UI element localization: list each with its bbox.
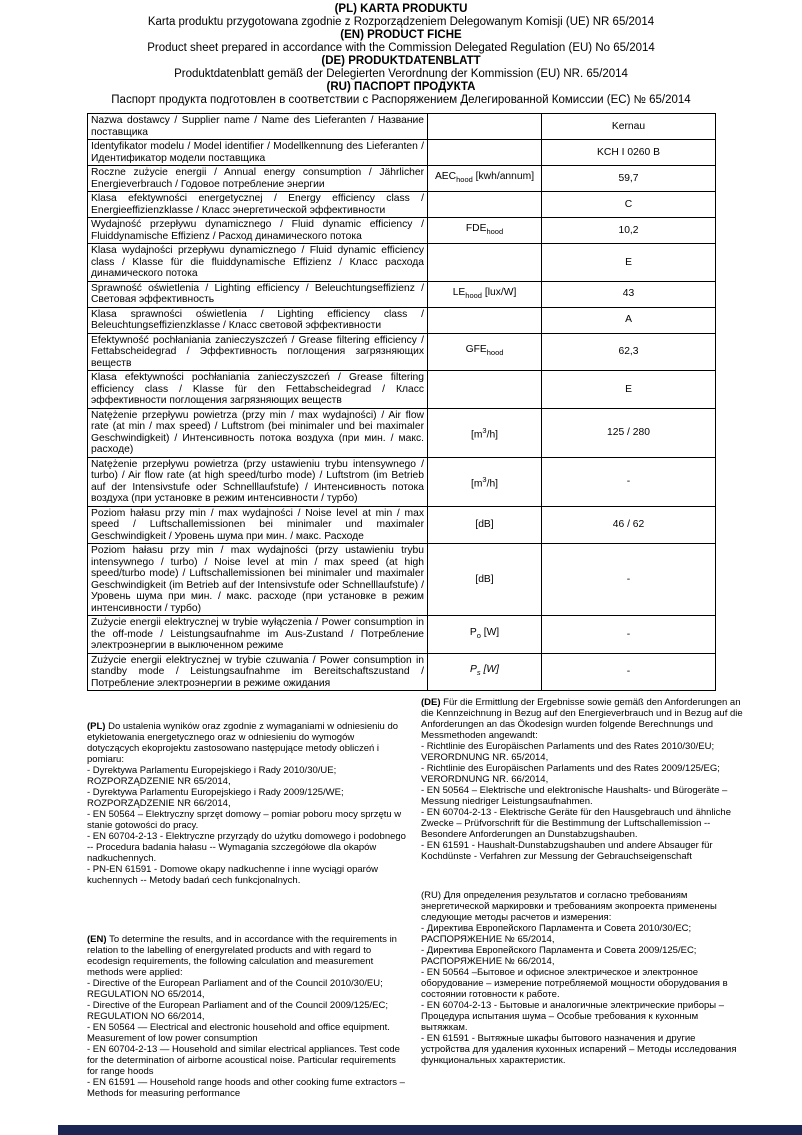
notes-col-left bbox=[87, 691, 409, 1099]
row-description: Roczne zużycie energii / Annual energy consumption / Jährlicher Energieverbrauch / Годовое потребление энергии bbox=[88, 166, 428, 192]
row-value: - bbox=[542, 544, 716, 616]
note-item: - Директива Европейского Парламента и Совета 2009/125/ЕС; РАСПОРЯЖЕНИЕ № 66/2014, bbox=[421, 945, 697, 967]
header-subtitle: Karta produktu przygotowana zgodnie z Rozporządzeniem Delegowanym Komisji (UE) NR 65/2014 bbox=[147, 16, 655, 28]
note-item: - EN 60704-2-13 - Elektrische Geräte für den Hausgebrauch und ähnliche Zwecke – Prüfvorschrift für die Bestimmung der Luftschallemission -- Besondere Anforderungen an Dunstabzugshauben. bbox=[421, 807, 731, 840]
row-value: - bbox=[542, 653, 716, 691]
symbol-part: P bbox=[470, 664, 477, 676]
row-symbol bbox=[428, 140, 542, 166]
note-lead bbox=[421, 890, 743, 923]
symbol-part: [m bbox=[470, 428, 483, 440]
row-description: Klasa efektywności pochłaniania zanieczyszczeń / Grease filtering efficiency class / Klasse für den Fettabscheidegrad / Класс эффективности поглощения загрязняющих веществ bbox=[88, 371, 428, 409]
header-title: (RU) ПАСПОРТ ПРОДУКТА bbox=[326, 81, 476, 93]
row-symbol bbox=[428, 457, 542, 506]
row-description: Zużycie energii elektrycznej w trybie czuwania / Power consumption in standby mode / Leistungsaufnahme im Bereitschaftszustand / Потребление электроэнергии в режиме ожидания bbox=[88, 653, 428, 691]
symbol-part: GFE bbox=[465, 344, 487, 356]
symbol-part: hood bbox=[456, 175, 473, 185]
note-item: - EN 50564 –Бытовое и офисное электрическое и электронное оборудование – измерение потребляемой мощности оборудования в состоянии готовности к работе. bbox=[421, 967, 728, 1000]
note-language-label: (PL) bbox=[87, 721, 109, 732]
note-lead bbox=[87, 934, 409, 978]
note-item: - Dyrektywa Parlamentu Europejskiego i Rady 2009/125/WE; ROZPORZĄDZENIE NR 66/2014, bbox=[87, 787, 344, 809]
row-value: 46 / 62 bbox=[542, 506, 716, 544]
symbol-part: [kwh/annum] bbox=[472, 171, 535, 183]
row-value: - bbox=[542, 457, 716, 506]
notes-section bbox=[87, 691, 743, 1099]
row-description: Efektywność pochłaniania zanieczyszczeń / Grease filtering efficiency / Fettabscheidegrad / Эффективность поглощения загрязняющих веществ bbox=[88, 333, 428, 371]
row-value: 125 / 280 bbox=[542, 408, 716, 457]
symbol-part: /h] bbox=[486, 428, 499, 440]
note-language-label: (EN) bbox=[87, 934, 110, 945]
symbol-part: LE bbox=[452, 286, 466, 298]
row-description: Natężenie przepływu powietrza (przy ustawieniu trybu intensywnego / turbo) / Air flow rate (at high speed/turbo mode) / Luftstrom (im Betrieb auf der Intensivstufe oder Schnelllaufstufe) / Интенсивность потока воздуха (при установке в режим интенсивности / турбо) bbox=[88, 457, 428, 506]
row-symbol bbox=[428, 408, 542, 457]
row-value: 59,7 bbox=[542, 166, 716, 192]
table-row bbox=[88, 140, 716, 166]
symbol-part: [dB] bbox=[475, 573, 494, 585]
symbol-part: /h] bbox=[486, 477, 499, 489]
symbol-part: 3 bbox=[482, 425, 487, 435]
header-subtitle: Паспорт продукта подготовлен в соответствии с Распоряжением Делегированной Комиссии (ЕС) № 65/2014 bbox=[111, 94, 691, 106]
spec-table bbox=[87, 113, 716, 691]
document-header bbox=[0, 0, 802, 107]
note-lead-text: Для определения результатов и согласно требованиям энергетической маркировки и требованиям экопроекта применены следующие методы расчетов и измерения: bbox=[421, 890, 717, 923]
note-item: - PN-EN 61591 - Domowe okapy nadkuchenne i inne wyciągi oparów kuchennych -- Metody badań cech funkcjonalnych. bbox=[87, 864, 378, 886]
table-row bbox=[88, 616, 716, 654]
row-value: 10,2 bbox=[542, 218, 716, 244]
header-title: (EN) PRODUCT FICHE bbox=[340, 29, 462, 41]
row-symbol bbox=[428, 218, 542, 244]
symbol-part: [lux/W] bbox=[481, 286, 517, 298]
note-item: - EN 50564 – Elektrische und elektronische Haushalts- und Bürogeräte – Messung niedriger Leistungsaufnahmen. bbox=[421, 785, 728, 807]
row-symbol bbox=[428, 506, 542, 544]
row-value: - bbox=[542, 616, 716, 654]
row-symbol bbox=[428, 114, 542, 140]
note-item: - EN 60704-2-13 — Household and similar electrical appliances. Test code for the determination of airborne acoustical noise. Particular requirements for range hoods bbox=[87, 1044, 400, 1077]
footer-bar bbox=[58, 1125, 802, 1135]
row-description: Wydajność przepływu dynamicznego / Fluid dynamic efficiency / Fluiddynamische Effizienz / Расход динамического потока bbox=[88, 218, 428, 244]
row-value: 62,3 bbox=[542, 333, 716, 371]
row-description: Klasa efektywności energetycznej / Energy efficiency class / Energieeffizienzklasse / Класс энергетической эффективности bbox=[88, 192, 428, 218]
row-value: C bbox=[542, 192, 716, 218]
table-row bbox=[88, 457, 716, 506]
note-item: - EN 50564 – Elektryczny sprzęt domowy – pomiar poboru mocy sprzętu w stanie gotowości do pracy. bbox=[87, 809, 402, 831]
symbol-part: 3 bbox=[482, 474, 487, 484]
row-symbol bbox=[428, 333, 542, 371]
symbol-part: hood bbox=[486, 348, 504, 358]
table-row bbox=[88, 653, 716, 691]
row-description: Poziom hałasu przy min / max wydajności (przy ustawieniu trybu intensywnego / turbo) / Noise level at min / max speed (at high speed/turbo mode) / Luftschallemissionen bei minimaler und maximaler Geschwindigkeit (im Betrieb auf der Intensivstufe oder Schnelllaufstufe) / Уровень шума при мин. / макс. расходе (при установке в режим интенсивности / турбо) bbox=[88, 544, 428, 616]
row-symbol bbox=[428, 616, 542, 654]
note-item: - Directive of the European Parliament and of the Council 2009/125/EC; REGULATION NO 66/2014, bbox=[87, 1000, 389, 1022]
row-description: Nazwa dostawcy / Supplier name / Name des Lieferanten / Название поставщика bbox=[88, 114, 428, 140]
symbol-part: s bbox=[476, 668, 481, 678]
table-row bbox=[88, 218, 716, 244]
header-title: (PL) KARTA PRODUKTU bbox=[334, 3, 468, 15]
note-item: - Директива Европейского Парламента и Совета 2010/30/ЕС; РАСПОРЯЖЕНИЕ № 65/2014, bbox=[421, 923, 692, 945]
row-value: A bbox=[542, 307, 716, 333]
header-subtitle: Product sheet prepared in accordance with the Commission Delegated Regulation (EU) No 65/2014 bbox=[147, 42, 655, 54]
row-value: E bbox=[542, 244, 716, 282]
note-lead-text: Do ustalenia wyników oraz zgodnie z wymaganiami w odniesieniu do etykietowania energetycznego oraz w odniesieniu do wymogów dotyczących ekoprojektu zastosowano następujące metody obliczeń i pomiaru: bbox=[87, 721, 399, 765]
symbol-part: [W] bbox=[480, 664, 499, 676]
note-item: - Richtlinie des Europäischen Parlaments und des Rates 2010/30/EU; VERORDNUNG NR. 65/2014, bbox=[421, 741, 715, 763]
row-value: E bbox=[542, 371, 716, 409]
note-item: - EN 60704-2-13 - Бытовые и аналогичные электрические приборы – Процедура испытания шума – Особые требования к кухонным вытяжкам. bbox=[421, 1000, 725, 1033]
note-lead-text: To determine the results, and in accordance with the requirements in relation to the labelling of energyrelated products and with regard to ecodesign requirements, the following calculation and measurement methods were applied: bbox=[87, 934, 397, 978]
table-row bbox=[88, 307, 716, 333]
notes-col-right bbox=[421, 691, 743, 1099]
symbol-part: FDE bbox=[465, 223, 487, 235]
row-value: KCH I 0260 B bbox=[542, 140, 716, 166]
note-item: - EN 60704-2-13 - Elektryczne przyrządy do użytku domowego i podobnego -- Procedura badania hałasu -- Wymagania szczegółowe dla okapów nadkuchennych. bbox=[87, 831, 406, 864]
table-row bbox=[88, 281, 716, 307]
row-value: Kernau bbox=[542, 114, 716, 140]
table-row bbox=[88, 192, 716, 218]
table-row bbox=[88, 371, 716, 409]
symbol-part: o bbox=[476, 631, 481, 641]
symbol-part: AEC bbox=[434, 171, 457, 183]
row-description: Klasa wydajności przepływu dynamicznego / Fluid dynamic efficiency class / Klasse für die fluiddynamische Effizienz / Класс расхода динамического потока bbox=[88, 244, 428, 282]
table-row bbox=[88, 166, 716, 192]
note-block bbox=[87, 934, 409, 1099]
row-description: Klasa sprawności oświetlenia / Lighting efficiency class / Beleuchtungseffizienzklasse / Класс световой эффективности bbox=[88, 307, 428, 333]
note-item: - EN 61591 - Haushalt-Dunstabzugshauben und andere Absauger für Kochdünste - Verfahren zur Messung der Gebrauchseigenschaft bbox=[421, 840, 713, 862]
table-row bbox=[88, 114, 716, 140]
note-lead-text: Für die Ermittlung der Ergebnisse sowie gemäß den Anforderungen an die Kennzeichnung in Bezug auf den Energieverbrauch und in Bezug auf die Anforderungen an das Ökodesign wurden folgende Berechnungs und Messmethoden angewandt: bbox=[421, 697, 743, 741]
symbol-part: P bbox=[469, 626, 477, 638]
row-description: Poziom hałasu przy min / max wydajności / Noise level at min / max speed / Luftschallemissionen bei minimaler und maximaler Geschwindigkeit / Уровень шума при мин. / макс. Расходе bbox=[88, 506, 428, 544]
spec-table-body bbox=[88, 114, 716, 691]
table-row bbox=[88, 244, 716, 282]
row-description: Sprawność oświetlenia / Lighting efficiency / Beleuchtungseffizienz / Световая эффективность bbox=[88, 281, 428, 307]
table-row bbox=[88, 544, 716, 616]
row-description: Identyfikator modelu / Model identifier / Modellkennung des Lieferanten / Идентификатор модели поставщика bbox=[88, 140, 428, 166]
note-item: - Dyrektywa Parlamentu Europejskiego i Rady 2010/30/UE; ROZPORZĄDZENIE NR 65/2014, bbox=[87, 765, 337, 787]
note-item: - EN 61591 - Вытяжные шкафы бытового назначения и другие устройства для удаления кухонных испарений – Методы исследования функциональных характеристик. bbox=[421, 1033, 737, 1066]
table-row bbox=[88, 506, 716, 544]
row-symbol bbox=[428, 371, 542, 409]
symbol-part: hood bbox=[465, 290, 482, 300]
symbol-part: [W] bbox=[480, 626, 500, 638]
row-symbol bbox=[428, 192, 542, 218]
symbol-part: [m bbox=[470, 477, 483, 489]
row-description: Natężenie przepływu powietrza (przy min / max wydajności) / Air flow rate (at min / max speed) / Luftstrom (bei minimaler und bei maximaler Geschwindigkeit) / Интенсивность потока воздуха (при мин. / макс. расходе) bbox=[88, 408, 428, 457]
note-lead bbox=[421, 697, 743, 741]
row-symbol bbox=[428, 307, 542, 333]
note-block bbox=[87, 721, 409, 886]
row-symbol bbox=[428, 281, 542, 307]
note-block bbox=[421, 697, 743, 862]
note-lead bbox=[87, 721, 409, 765]
row-description: Zużycie energii elektrycznej w trybie wyłączenia / Power consumption in the off-mode / Leistungsaufnahme im Aus-Zustand / Потребление электроэнергии в выключенном режиме bbox=[88, 616, 428, 654]
row-symbol bbox=[428, 244, 542, 282]
note-item: - Richtlinie des Europäischen Parlaments und des Rates 2009/125/EG; VERORDNUNG NR. 66/2014, bbox=[421, 763, 720, 785]
row-value: 43 bbox=[542, 281, 716, 307]
row-symbol bbox=[428, 653, 542, 691]
symbol-part: hood bbox=[486, 227, 504, 237]
note-item: - Directive of the European Parliament and of the Council 2010/30/EU; REGULATION NO 65/2014, bbox=[87, 978, 383, 1000]
note-language-label: (RU) bbox=[421, 890, 444, 901]
table-row bbox=[88, 333, 716, 371]
symbol-part: [dB] bbox=[475, 519, 494, 530]
row-symbol bbox=[428, 544, 542, 616]
header-title: (DE) PRODUKTDATENBLATT bbox=[321, 55, 481, 67]
note-item: - EN 61591 — Household range hoods and other cooking fume extractors – Methods for measuring performance bbox=[87, 1077, 405, 1099]
row-symbol bbox=[428, 166, 542, 192]
note-block bbox=[421, 890, 743, 1066]
note-language-label: (DE) bbox=[421, 697, 444, 708]
table-row bbox=[88, 408, 716, 457]
note-item: - EN 50564 — Electrical and electronic household and office equipment. Measurement of low power consumption bbox=[87, 1022, 390, 1044]
header-subtitle: Produktdatenblatt gemäß der Delegierten Verordnung der Kommission (EU) NR. 65/2014 bbox=[174, 68, 628, 80]
